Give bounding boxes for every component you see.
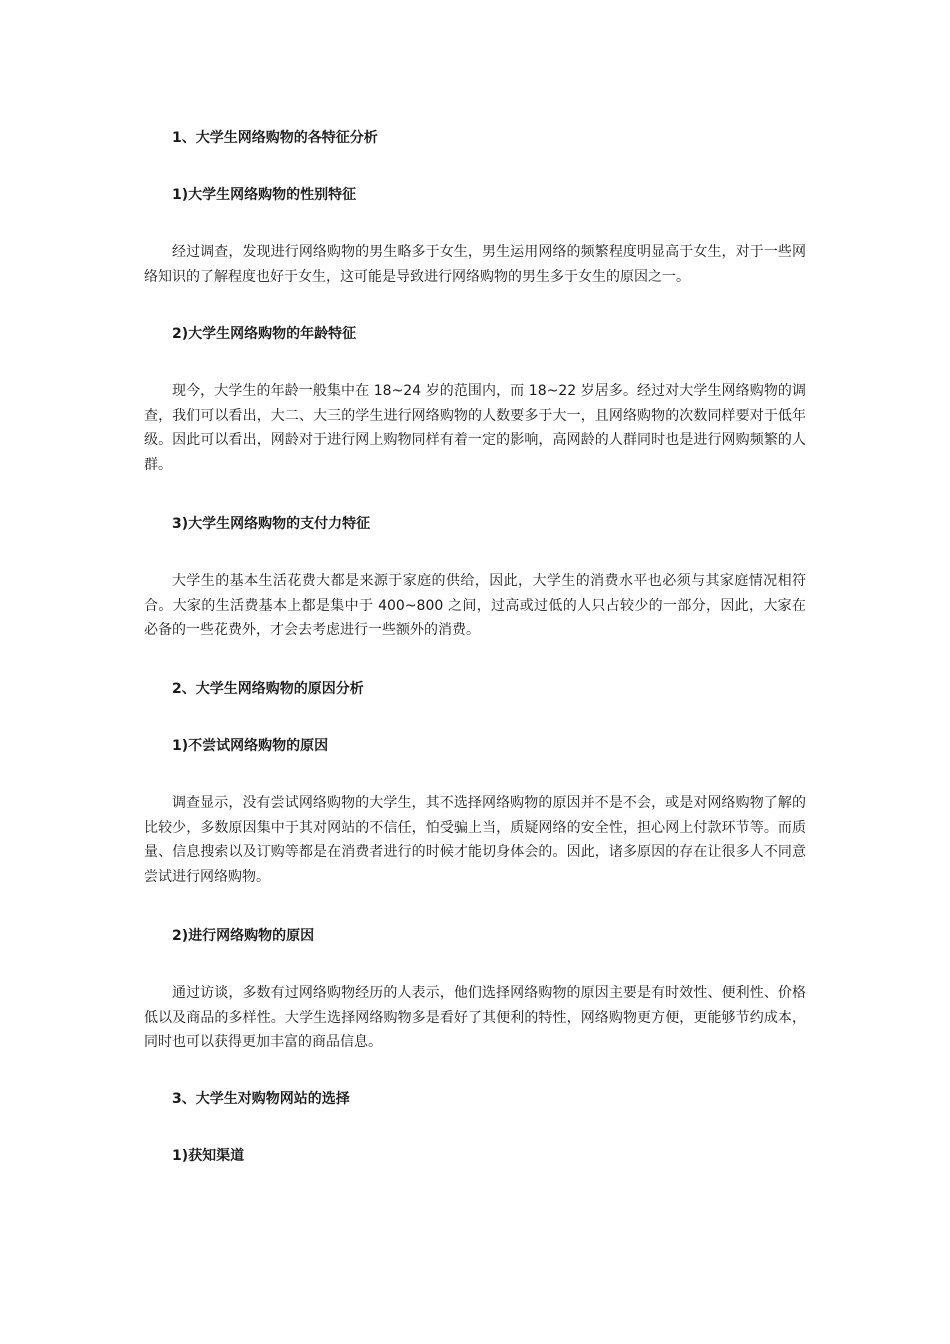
subsection-heading-payment: 3)大学生网络购物的支付力特征 xyxy=(172,516,371,532)
paragraph-age: 现今，大学生的年龄一般集中在 18~24 岁的范围内，而 18~22 岁居多。经过对大学生网络购物的调查，我们可以看出，大二、大三的学生进行网络购物的人数要多于大一，且网络购物的次数同样要对于低年级。因此可以看出，网龄对于进行网上购物同样有着一定的影响，高网龄的人群同时也是进行网购频繁的人群。 xyxy=(144,383,806,473)
section-heading-3: 3、大学生对购物网站的选择 xyxy=(172,1091,350,1107)
paragraph-reasons: 通过访谈，多数有过网络购物经历的人表示，他们选择网络购物的原因主要是有时效性、便利性、价格低以及商品的多样性。大学生选择网络购物多是看好了其便利的特性，网络购物更方便，更能够节约成本，同时也可以获得更加丰富的商品信息。 xyxy=(144,985,806,1050)
subsection-heading-channels: 1)获知渠道 xyxy=(172,1148,245,1164)
paragraph-payment: 大学生的基本生活花费大都是来源于家庭的供给，因此，大学生的消费水平也必须与其家庭情况相符合。大家的生活费基本上都是集中于 400~800 之间，过高或过低的人只占较少的一部分，因此，大家在必备的一些花费外，才会去考虑进行一些额外的消费。 xyxy=(144,573,806,638)
subsection-heading-reasons: 2)进行网络购物的原因 xyxy=(172,928,315,944)
paragraph-gender: 经过调查，发现进行网络购物的男生略多于女生，男生运用网络的频繁程度明显高于女生，对于一些网络知识的了解程度也好于女生，这可能是导致进行网络购物的男生多于女生的原因之一。 xyxy=(144,244,806,285)
paragraph-not-trying: 调查显示，没有尝试网络购物的大学生，其不选择网络购物的原因并不是不会，或是对网络购物了解的比较少，多数原因集中于其对网站的不信任，怕受骗上当，质疑网络的安全性，担心网上付款环节等。而质量、信息搜索以及订购等都是在消费者进行的时候才能切身体会的。因此，诸多原因的存在让很多人不同意尝试进行网络购物。 xyxy=(144,795,806,885)
section-heading-2: 2、大学生网络购物的原因分析 xyxy=(172,681,364,697)
section-heading-1: 1、大学生网络购物的各特征分析 xyxy=(172,130,378,146)
subsection-heading-age: 2)大学生网络购物的年龄特征 xyxy=(172,326,357,342)
subsection-heading-gender: 1)大学生网络购物的性别特征 xyxy=(172,187,357,203)
subsection-heading-not-trying: 1)不尝试网络购物的原因 xyxy=(172,738,329,754)
